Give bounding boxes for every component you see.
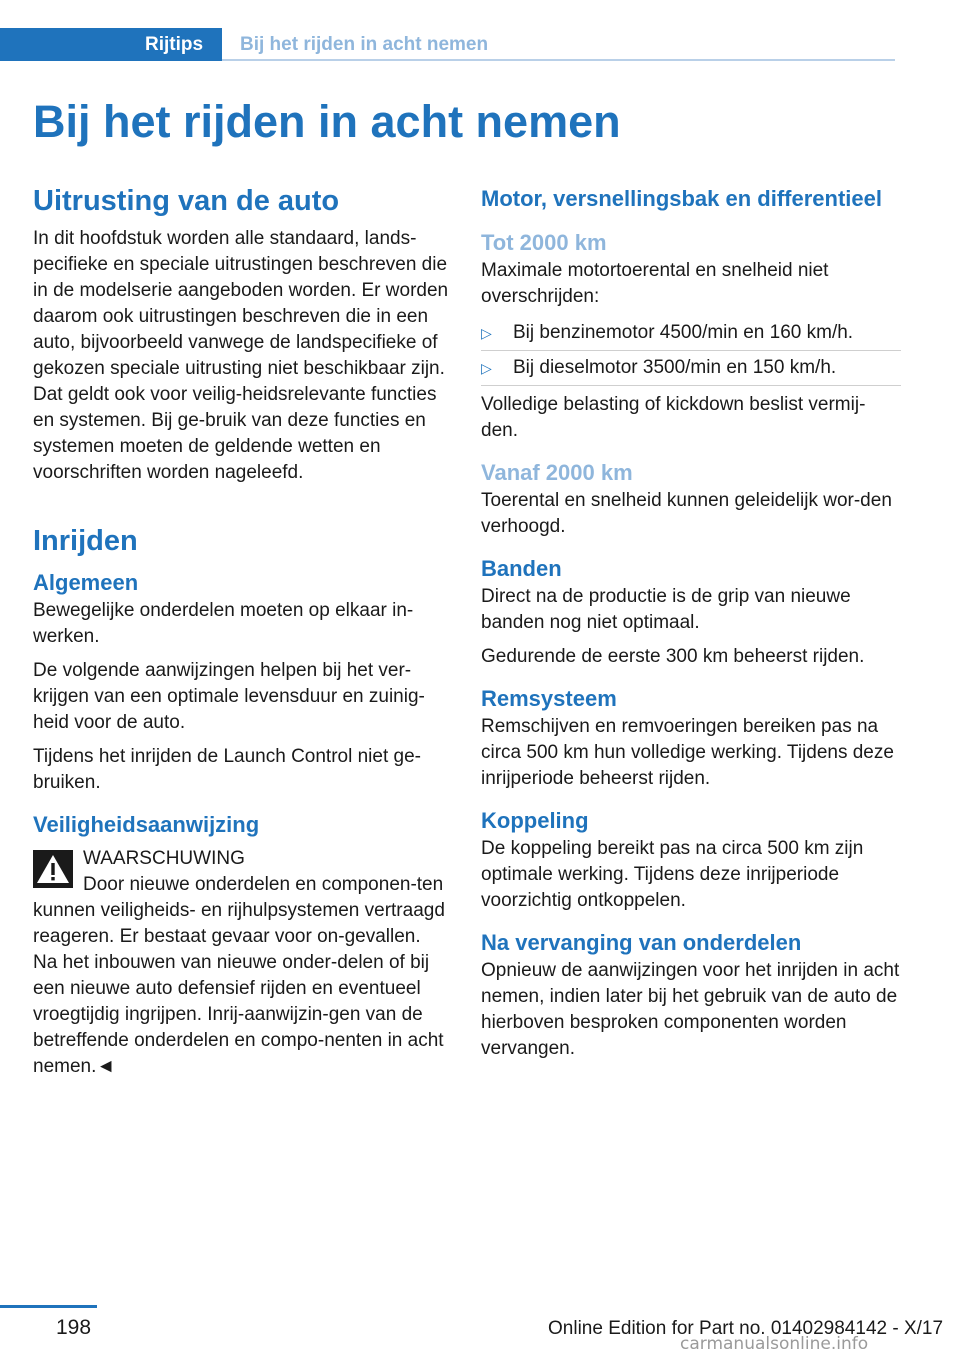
veiligheid-heading: Veiligheidsaanwijzing <box>33 812 260 837</box>
uitrusting-text: In dit hoofdstuk worden alle standaard, lands-pecifieke en speciale uitrustingen beschreven die in de modelserie aangeboden worden. Er worden daarom ook uitrustingen beschreven die in een auto, bijvoorbeeld vanwege de landspecifieke of gekozen speciale uitrusting niet beschikbaar zijn. Dat geldt ook voor veilig-heidsrelevante functies en systemen. Bij ge-bruik van deze functies en systemen moeten de geldende wetten en voorschriften worden nageleefd. <box>33 228 449 483</box>
uitrusting-heading: Uitrusting van de auto <box>33 185 340 217</box>
inrijden-heading: Inrijden <box>33 525 138 557</box>
banden-text-1: Direct na de productie is de grip van nieuwe banden nog niet optimaal. <box>481 586 851 633</box>
left-column <box>33 182 449 1080</box>
list-divider <box>481 385 901 386</box>
remsysteem-text: Remschijven en remvoeringen bereiken pas na circa 500 km hun volledige werking. Tijdens deze inrijperiode beheerst rijden. <box>481 716 894 789</box>
warning-label: WAARSCHUWING <box>83 848 245 869</box>
vervanging-text: Opnieuw de aanwijzingen voor het inrijden in acht nemen, indien later bij het gebruik van de auto de hierboven besproken componenten worden vervangen. <box>481 960 900 1059</box>
list-item <box>481 351 901 385</box>
algemeen-heading: Algemeen <box>33 570 139 595</box>
vanaf2000-text: Toerental en snelheid kunnen geleidelijk wor-den verhoogd. <box>481 490 892 537</box>
bullet-triangle-icon: ▷ <box>481 360 492 376</box>
list-item <box>481 316 901 350</box>
edition-note: Online Edition for Part no. 01402984142 - X/17 <box>548 1318 944 1339</box>
warning-triangle-icon <box>33 850 73 888</box>
banden-heading: Banden <box>481 556 562 581</box>
algemeen-text-2: De volgende aanwijzingen helpen bij het ver-krijgen van een optimale levensduur en zuinig-heid voor de auto. <box>33 660 425 733</box>
koppeling-text: De koppeling bereikt pas na circa 500 km zijn optimale werking. Tijdens deze inrijperiode voorzichtig ontkoppelen. <box>481 838 864 911</box>
tot2000-heading: Tot 2000 km <box>481 230 607 255</box>
volledige-text: Volledige belasting of kickdown beslist vermij-den. <box>481 394 866 441</box>
header-section-tab[interactable]: Rijtips <box>145 34 204 55</box>
koppeling-heading: Koppeling <box>481 808 589 833</box>
watermark: carmanualsonline.info <box>680 1334 869 1354</box>
page-number: 198 <box>56 1316 92 1339</box>
list-item-text: Bij benzinemotor 4500/min en 160 km/h. <box>513 322 854 343</box>
header-rule <box>222 59 895 61</box>
vervanging-heading: Na vervanging van onderdelen <box>481 930 802 955</box>
banden-text-2: Gedurende de eerste 300 km beheerst rijden. <box>481 646 865 667</box>
page-title: Bij het rijden in acht nemen <box>33 96 621 147</box>
right-column <box>481 182 901 1062</box>
list-item-text: Bij dieselmotor 3500/min en 150 km/h. <box>513 357 837 378</box>
algemeen-text-1: Bewegelijke onderdelen moeten op elkaar in-werken. <box>33 600 414 647</box>
vanaf2000-heading: Vanaf 2000 km <box>481 460 633 485</box>
warning-box <box>33 846 449 1080</box>
header-current-tab[interactable]: Bij het rijden in acht nemen <box>240 34 489 55</box>
motor-heading: Motor, versnellingsbak en differentieel <box>481 186 882 211</box>
footer-rule <box>0 1305 97 1308</box>
tot2000-text: Maximale motortoerental en snelheid niet overschrijden: <box>481 260 829 307</box>
algemeen-text-3: Tijdens het inrijden de Launch Control niet ge-bruiken. <box>33 746 421 793</box>
warning-text: Door nieuwe onderdelen en componen-ten kunnen veiligheids- en rijhulpsystemen vertraagd reageren. Er bestaat gevaar voor on-gevallen. Na het inbouwen van nieuwe onder-delen of bij een nieuwe auto defensief rijden en eventueel vroegtijdig ingrijpen. Inrij-aanwijzin-gen van de betreffende onderdelen en compo-nenten in acht nemen.◄ <box>33 874 445 1077</box>
remsysteem-heading: Remsysteem <box>481 686 617 711</box>
bullet-triangle-icon: ▷ <box>481 325 492 341</box>
